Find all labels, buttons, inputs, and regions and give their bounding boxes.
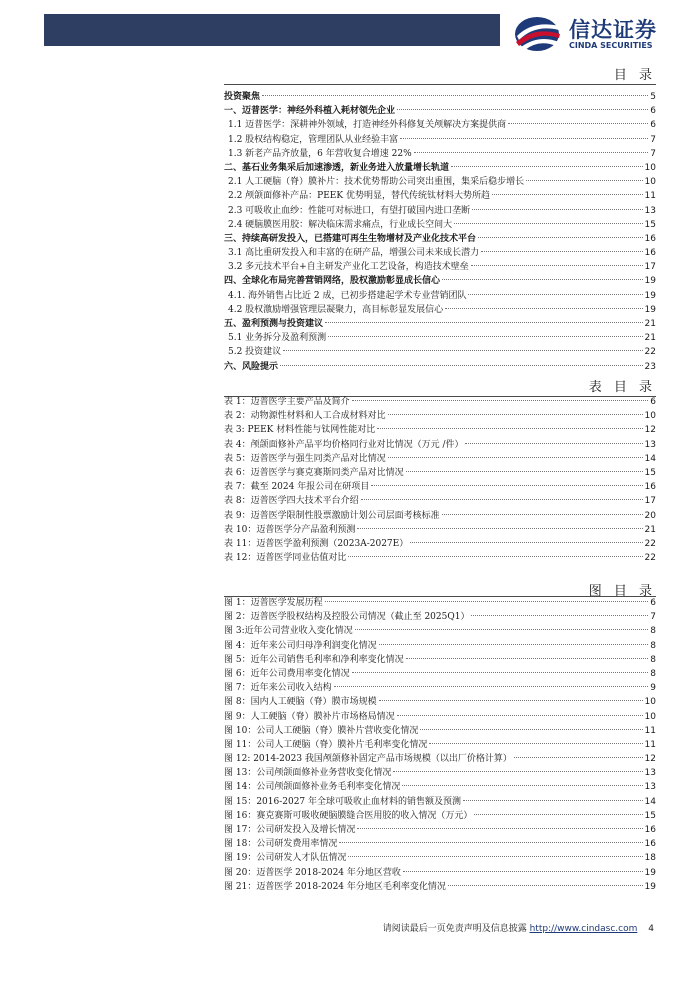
dot-leader <box>377 428 642 429</box>
contents-entry[interactable] <box>224 147 656 161</box>
figure-entry-page: 13 <box>644 768 656 779</box>
figure-entry-page: 15 <box>644 810 656 821</box>
contents-entry-page: 6 <box>650 106 656 117</box>
table-entry-title: 表 9：迈普医学限制性股票激励计划公司层面考核标准 <box>224 510 440 521</box>
figure-entry-page: 8 <box>650 640 656 651</box>
figure-entry-title: 图 5：近年公司销售毛利率和净利率变化情况 <box>224 654 404 665</box>
dot-leader <box>508 123 648 124</box>
footer-url-link[interactable]: http://www.cindasc.com <box>529 924 638 934</box>
figure-entry-title: 图 12: 2014-2023 我国颅颌修补固定产品市场规模（以出厂价格计算） <box>224 754 512 765</box>
figures-title: 图 目 录 <box>588 584 656 599</box>
figure-entry[interactable] <box>224 795 656 809</box>
figure-entry-title: 图 17：公司研发投入及增长情况 <box>224 825 356 835</box>
dot-leader <box>397 715 643 716</box>
dot-leader <box>371 485 642 486</box>
figure-entry[interactable] <box>224 837 656 851</box>
page-footer <box>383 921 654 934</box>
contents-entry-title: 4.1. 海外销售占比近 2 成，已初步搭建起学术专业营销团队 <box>228 290 467 301</box>
dot-leader <box>471 615 648 616</box>
dot-leader <box>403 871 643 872</box>
dot-leader <box>410 542 642 543</box>
contents-entry-page: 19 <box>644 304 656 315</box>
contents-entry[interactable] <box>224 260 656 274</box>
table-entry[interactable] <box>224 466 656 480</box>
contents-entry[interactable] <box>224 133 656 147</box>
dot-leader <box>492 194 643 195</box>
figure-entry-title: 图 1：迈普医学发展历程 <box>224 598 323 608</box>
dot-leader <box>348 856 642 857</box>
contents-entry-title: 1.1 迈普医学：深耕神外领域，打造神经外科修复关颅解决方案提供商 <box>228 120 507 131</box>
figure-entry-title: 图 19：公司研发人才队伍情况 <box>224 853 347 864</box>
contents-entry-page: 6 <box>650 120 656 131</box>
brand-name-en: CINDA SECURITIES <box>569 41 653 50</box>
dot-leader <box>526 180 642 181</box>
figure-entry-title: 图 4：近年来公司归母净利润变化情况 <box>224 640 377 651</box>
table-entry-title: 表 5：迈普医学与强生同类产品对比情况 <box>224 453 386 464</box>
figure-entry-page: 8 <box>650 668 656 679</box>
figure-entry-page: 8 <box>650 654 656 665</box>
figure-entry-title: 图 11：公司人工硬脑（脊）膜补片毛利率变化情况 <box>224 739 428 750</box>
figure-entry[interactable] <box>224 639 656 653</box>
table-entry-page: 16 <box>644 482 656 493</box>
dot-leader <box>357 528 642 529</box>
table-entry-page: 17 <box>644 496 656 507</box>
contents-entry-page: 17 <box>644 262 656 273</box>
dot-leader <box>514 757 643 758</box>
dot-leader <box>280 365 643 366</box>
footer-disclaimer: 请阅读最后一页免责声明及信息披露 <box>382 924 527 934</box>
contents-entry-title: 2.3 可吸收止血纱：性能可对标进口，有望打破国内进口垄断 <box>228 205 471 216</box>
figure-entry[interactable] <box>224 681 656 695</box>
contents-entry-page: 10 <box>644 177 656 188</box>
dot-leader <box>355 629 649 630</box>
contents-entry-page: 11 <box>644 191 656 202</box>
figure-entry[interactable] <box>224 738 656 752</box>
figure-entry-page: 11 <box>644 725 656 736</box>
dot-leader <box>325 601 649 602</box>
table-entry[interactable] <box>224 395 656 409</box>
figure-entry[interactable] <box>224 724 656 738</box>
figure-entry-title: 图 6：近年公司费用率变化情况 <box>224 668 350 679</box>
table-entry-page: 13 <box>644 439 656 450</box>
cinda-globe-icon <box>513 14 563 54</box>
dot-leader <box>262 95 648 96</box>
contents-entry-page: 15 <box>644 219 656 230</box>
contents-entry-page: 10 <box>644 162 656 173</box>
dot-leader <box>348 556 642 557</box>
table-entry[interactable] <box>224 537 656 551</box>
table-entry-page: 22 <box>644 538 656 549</box>
figure-entry-page: 6 <box>650 598 656 608</box>
table-entry-page: 12 <box>644 425 656 436</box>
figure-entry-title: 图 10：公司人工硬脑（脊）膜补片营收变化情况 <box>224 725 419 736</box>
page-number: 4 <box>648 924 654 934</box>
contents-entry-title: 投资聚焦 <box>224 92 261 102</box>
dot-leader <box>442 514 643 515</box>
dot-leader <box>388 414 643 415</box>
dot-leader <box>451 166 643 167</box>
figure-entry-page: 19 <box>644 867 656 878</box>
figure-entry[interactable] <box>224 880 656 894</box>
dot-leader <box>393 771 642 772</box>
figure-entry[interactable] <box>224 780 656 794</box>
table-entry-title: 表 6：迈普医学与赛克赛斯同类产品对比情况 <box>224 467 404 478</box>
contents-entry[interactable] <box>224 104 656 118</box>
dot-leader <box>357 828 642 829</box>
dot-leader <box>445 308 642 309</box>
figure-entry-title: 图 15：2016-2027 年全球可吸收止血材料的销售额及预测 <box>224 796 462 807</box>
contents-entry-page: 16 <box>644 233 656 244</box>
contents-entry-title: 2.4 硬脑膜医用胶：解决临床需求痛点，行业成长空间大 <box>228 219 453 230</box>
figure-entry-page: 11 <box>644 739 656 750</box>
contents-entry-page: 7 <box>650 148 656 159</box>
dot-leader <box>402 785 642 786</box>
contents-entry-title: 三、持续高研发投入，已搭建可再生生物增材及产业化技术平台 <box>224 233 477 244</box>
table-entry-title: 表 4：颅颌面修补产品平均价格同行业对比情况（万元 /件） <box>224 439 464 450</box>
dot-leader <box>454 223 642 224</box>
brand-name-cn: 信达证券 <box>569 18 657 42</box>
figure-entry-title: 图 9：人工硬脑（脊）膜补片市场格局情况 <box>224 711 395 722</box>
contents-entry-title: 4.2 股权激励增强管理层凝聚力，高目标彰显发展信心 <box>228 304 444 315</box>
contents-entry[interactable] <box>224 90 656 104</box>
figure-entry-page: 19 <box>644 881 656 892</box>
dot-leader <box>283 350 642 351</box>
contents-entry[interactable] <box>224 303 656 317</box>
dot-leader <box>474 814 642 815</box>
contents-entry[interactable] <box>224 246 656 260</box>
contents-entry-page: 5 <box>650 92 656 102</box>
figure-entry-page: 16 <box>644 839 656 850</box>
tables-list <box>224 395 656 565</box>
figure-entry-title: 图 2：迈普医学股权结构及控股公司情况（截止至 2025Q1） <box>224 612 470 623</box>
contents-entry[interactable] <box>224 360 656 374</box>
dot-leader <box>414 152 649 153</box>
contents-entry[interactable] <box>224 175 656 189</box>
contents-entry-title: 5.1 业务拆分及盈利预测 <box>228 333 327 344</box>
dot-leader <box>465 443 642 444</box>
contents-entry-title: 1.3 新老产品齐放量，6 年营收复合增速 22% <box>228 148 412 159</box>
dot-leader <box>379 700 643 701</box>
figure-entry[interactable] <box>224 610 656 624</box>
figure-entry-title: 图 13：公司颅颌面修补业务营收变化情况 <box>224 768 392 779</box>
dot-leader <box>379 644 649 645</box>
dot-leader <box>478 237 643 238</box>
figure-entry-page: 14 <box>644 796 656 807</box>
figure-entry-page: 10 <box>644 697 656 708</box>
figure-entry-page: 13 <box>644 782 656 793</box>
figure-entry[interactable] <box>224 809 656 823</box>
table-entry-title: 表 10：迈普医学分产品盈利预测 <box>224 524 356 535</box>
figure-entry-title: 图 14：公司颅颌面修补业务毛利率变化情况 <box>224 782 401 793</box>
dot-leader <box>472 209 642 210</box>
header-banner <box>44 14 500 46</box>
contents-entry[interactable] <box>224 118 656 132</box>
contents-entry-title: 2.2 颅颌面修补产品：PEEK 优势明显，替代传统钛材料大势所趋 <box>228 191 490 202</box>
brand-logo <box>513 12 673 56</box>
table-entry[interactable] <box>224 494 656 508</box>
figures-list <box>224 596 656 894</box>
contents-entry-page: 21 <box>644 319 656 329</box>
figure-entry-page: 12 <box>644 754 656 765</box>
contents-entry[interactable] <box>224 289 656 303</box>
table-entry-title: 表 1：迈普医学主要产品及简介 <box>224 397 350 407</box>
contents-list <box>224 90 656 374</box>
dot-leader <box>388 457 643 458</box>
figure-entry[interactable] <box>224 823 656 837</box>
figure-entry[interactable] <box>224 752 656 766</box>
dot-leader <box>397 109 648 110</box>
figure-entry[interactable] <box>224 766 656 780</box>
table-entry-title: 表 7：截至 2024 年报公司在研项目 <box>224 482 370 493</box>
contents-entry-title: 四、全球化布局完善营销网络，股权激励彰显成长信心 <box>224 276 441 287</box>
figure-entry-page: 7 <box>650 612 656 623</box>
figure-entry-page: 9 <box>650 683 656 694</box>
contents-entry-page: 16 <box>644 248 656 259</box>
dot-leader <box>339 842 642 843</box>
table-entry-page: 20 <box>644 510 656 521</box>
figure-entry[interactable] <box>224 653 656 667</box>
contents-entry[interactable] <box>224 189 656 203</box>
figure-entry[interactable] <box>224 695 656 709</box>
contents-entry-title: 五、盈利预测与投资建议 <box>224 319 324 329</box>
table-entry[interactable] <box>224 480 656 494</box>
figure-entry[interactable] <box>224 667 656 681</box>
dot-leader <box>468 294 642 295</box>
dot-leader <box>406 471 643 472</box>
contents-entry-page: 23 <box>644 361 656 372</box>
dot-leader <box>352 400 649 401</box>
figure-entry-title: 图 8：国内人工硬脑（脊）膜市场规模 <box>224 697 377 708</box>
contents-entry[interactable] <box>224 331 656 345</box>
table-entry[interactable] <box>224 523 656 537</box>
contents-entry-page: 22 <box>644 347 656 358</box>
table-entry-page: 15 <box>644 467 656 478</box>
figure-entry-title: 图 20：迈普医学 2018-2024 年分地区营收 <box>224 867 401 878</box>
table-entry-page: 10 <box>644 411 656 422</box>
table-entry-title: 表 2：动物源性材料和人工合成材料对比 <box>224 411 386 422</box>
contents-entry-title: 3.2 多元技术平台+自主研发产业化工艺设备，构造技术壁垒 <box>228 262 469 273</box>
dot-leader <box>442 279 643 280</box>
contents-entry-title: 二、基石业务集采后加速渗透，新业务进入放量增长轨道 <box>224 162 450 173</box>
figure-entry-page: 10 <box>644 711 656 722</box>
contents-entry-title: 1.2 股权结构稳定，管理团队从业经验丰富 <box>228 134 399 145</box>
table-entry[interactable] <box>224 423 656 437</box>
contents-entry[interactable] <box>224 204 656 218</box>
table-entry-title: 表 3: PEEK 材料性能与钛网性能对比 <box>224 425 376 436</box>
tables-title: 表 目 录 <box>588 380 656 395</box>
figure-entry-title: 图 18：公司研发费用率情况 <box>224 839 338 850</box>
figure-entry-title: 图 16：赛克赛斯可吸收硬脑膜缝合医用胶的收入情况（万元） <box>224 810 473 821</box>
table-entry[interactable] <box>224 409 656 423</box>
figure-entry[interactable] <box>224 624 656 638</box>
dot-leader <box>406 658 649 659</box>
contents-entry-page: 21 <box>644 333 656 344</box>
dot-leader <box>429 743 642 744</box>
table-entry[interactable] <box>224 438 656 452</box>
table-entry-page: 22 <box>644 553 656 564</box>
table-entry-page: 21 <box>644 524 656 535</box>
contents-divider <box>224 84 656 85</box>
dot-leader <box>400 138 648 139</box>
dot-leader <box>328 336 642 337</box>
dot-leader <box>352 672 649 673</box>
figure-entry[interactable] <box>224 866 656 880</box>
contents-entry-title: 3.1 高比重研发投入和丰富的在研产品，增强公司未来成长潜力 <box>228 248 480 259</box>
table-entry-title: 表 11：迈普医学盈利预测（2023A-2027E） <box>224 538 409 549</box>
figure-entry-title: 图 21：迈普医学 2018-2024 年分地区毛利率变化情况 <box>224 881 446 892</box>
table-entry-page: 6 <box>650 397 656 407</box>
contents-entry-page: 13 <box>644 205 656 216</box>
contents-entry-title: 六、风险提示 <box>224 361 279 372</box>
contents-entry[interactable] <box>224 232 656 246</box>
table-entry[interactable] <box>224 509 656 523</box>
contents-entry[interactable] <box>224 218 656 232</box>
dot-leader <box>334 686 649 687</box>
contents-entry[interactable] <box>224 161 656 175</box>
figure-entry[interactable] <box>224 596 656 610</box>
table-entry-title: 表 12：迈普医学同业估值对比 <box>224 553 347 564</box>
figure-entry[interactable] <box>224 851 656 865</box>
figure-entry-title: 图 7：近年来公司收入结构 <box>224 683 332 694</box>
figure-entry[interactable] <box>224 710 656 724</box>
contents-entry-title: 一、迈普医学：神经外科植入耗材领先企业 <box>224 106 396 117</box>
dot-leader <box>361 499 643 500</box>
dot-leader <box>325 322 643 323</box>
table-entry-page: 14 <box>644 453 656 464</box>
figure-entry-title: 图 3:近年公司营业收入变化情况 <box>224 626 353 637</box>
table-entry[interactable] <box>224 551 656 565</box>
contents-entry-page: 7 <box>650 134 656 145</box>
figure-entry-page: 18 <box>644 853 656 864</box>
contents-entry-title: 2.1 人工硬脑（脊）膜补片：技术优势帮助公司突出重围，集采后稳步增长 <box>228 177 525 188</box>
figure-entry-page: 16 <box>644 825 656 835</box>
dot-leader <box>481 251 642 252</box>
table-entry-title: 表 8：迈普医学四大技术平台介绍 <box>224 496 359 507</box>
contents-entry-title: 5.2 投资建议 <box>228 347 282 358</box>
figure-entry-page: 8 <box>650 626 656 637</box>
dot-leader <box>420 729 642 730</box>
contents-entry[interactable] <box>224 274 656 288</box>
dot-leader <box>448 885 643 886</box>
contents-entry-page: 19 <box>644 276 656 287</box>
contents-entry-page: 19 <box>644 290 656 301</box>
table-entry[interactable] <box>224 452 656 466</box>
contents-entry[interactable] <box>224 317 656 331</box>
contents-title: 目 录 <box>613 68 656 83</box>
dot-leader <box>463 800 643 801</box>
contents-entry[interactable] <box>224 345 656 359</box>
dot-leader <box>471 265 643 266</box>
